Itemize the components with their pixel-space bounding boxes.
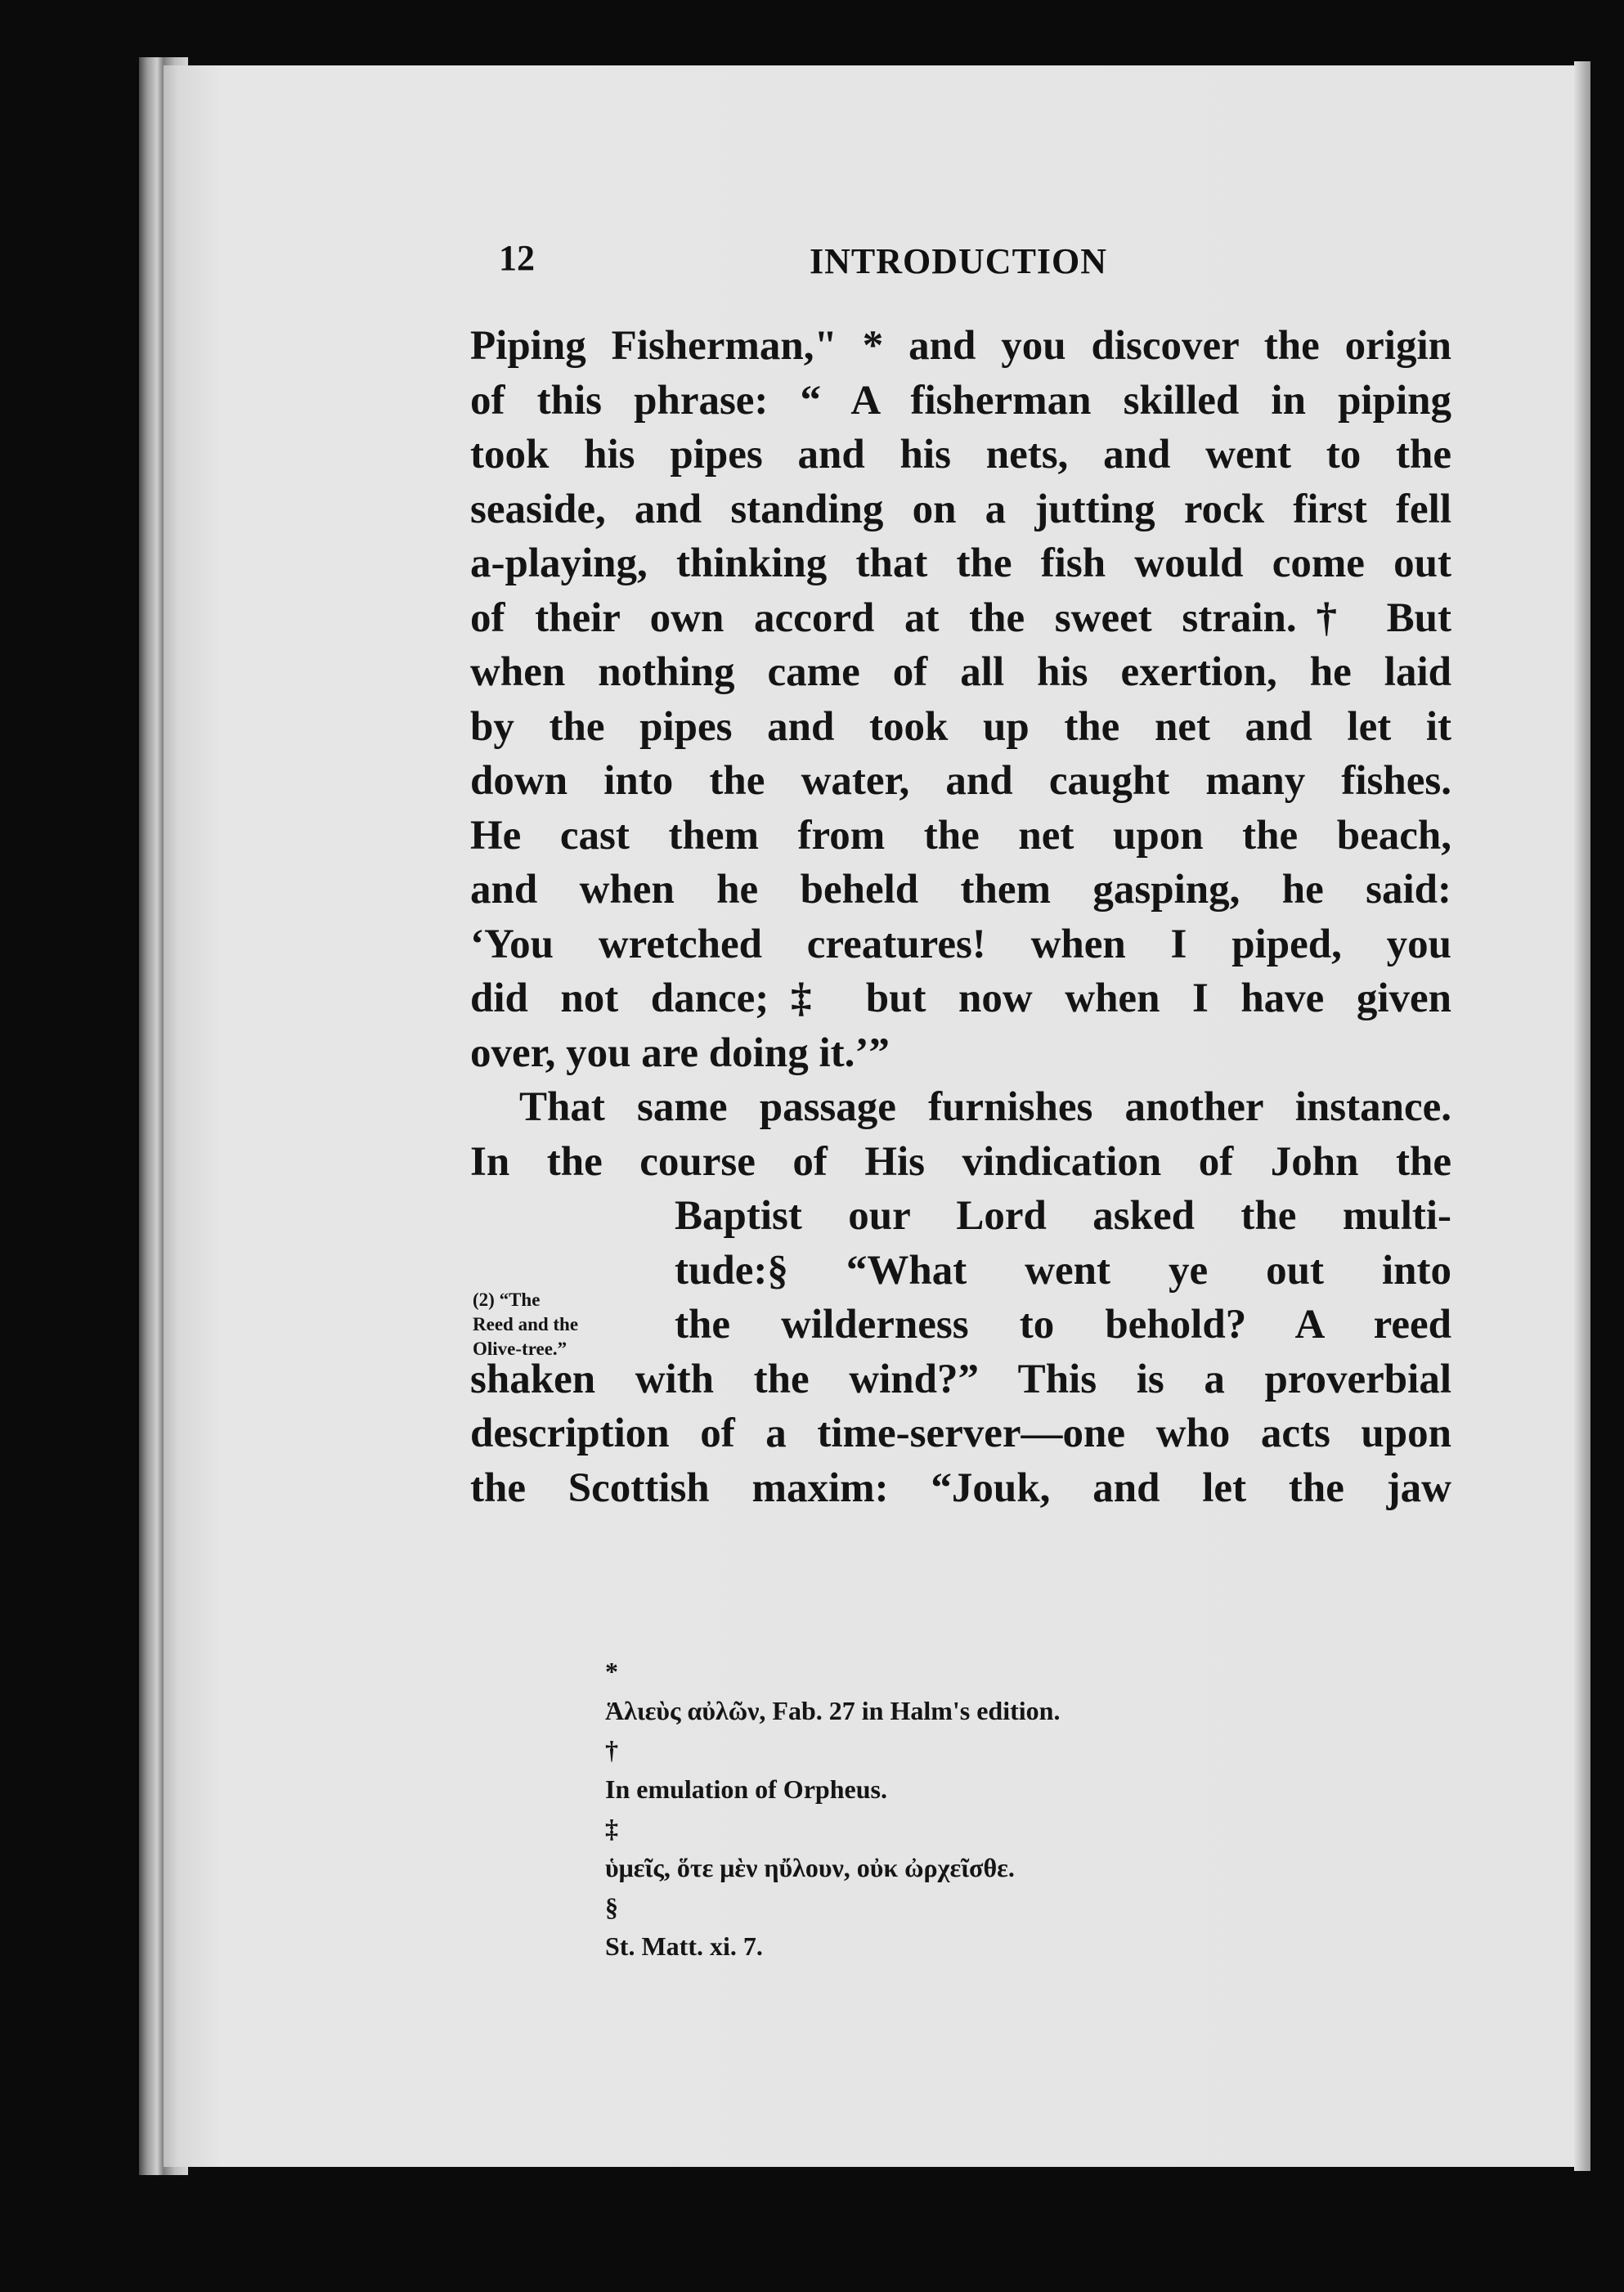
sidenote-line: (2) “The [473, 1290, 541, 1310]
text-line: a-playing, thinking that the fish would come out [470, 540, 1451, 586]
footnote [605, 1730, 1341, 1809]
footnote-text: Ἁλιεὺς αὐλῶν, Fab. 27 in Halm's edition. [605, 1696, 1061, 1725]
sidenote-line: Reed and the [473, 1314, 579, 1334]
page-right-edge [1574, 61, 1590, 2171]
text-line: the Scottish maxim: “Jouk, and let the jaw [470, 1464, 1451, 1511]
text-line: of this phrase: “ A fisherman skilled in piping [470, 377, 1451, 424]
text-line: over, you are doing it.’” [470, 1029, 890, 1076]
footnote-text: St. Matt. xi. 7. [605, 1931, 763, 1961]
running-head: INTRODUCTION [810, 241, 1108, 281]
text-line: did not dance;‡ but now when I have given [470, 976, 1451, 1021]
text-line: took his pipes and his nets, and went to the [470, 432, 1451, 478]
footnote-mark: † [605, 1735, 618, 1765]
text-line: Piping Fisherman," * and you discover the origin [470, 323, 1451, 369]
footnote-mark: § [605, 1892, 618, 1922]
footnote [605, 1652, 1341, 1730]
text-line: shaken with the wind?” This is a proverbial [470, 1356, 1451, 1402]
sidenote-line: Olive-tree.” [473, 1339, 568, 1359]
text-line: by the pipes and took up the net and let it [470, 703, 1451, 750]
footnote-text: In emulation of Orpheus. [605, 1774, 887, 1804]
text-line: In the course of His vindication of John the [470, 1138, 1451, 1185]
footnote-mark: ‡ [605, 1814, 618, 1843]
text-line: Baptist our Lord asked the multi- [675, 1193, 1451, 1239]
page-header [499, 237, 1472, 286]
text-line: description of a time-server—one who acts upon [470, 1411, 1451, 1456]
footnote-text: ὑμεῖς, ὅτε μὲν ηὔλουν, οὐκ ὠρχεῖσθε. [605, 1853, 1015, 1882]
text-line: the wilderness to behold? A reed [675, 1302, 1451, 1348]
footnote [605, 1809, 1341, 1887]
text-line: seaside, and standing on a jutting rock first fell [470, 486, 1451, 532]
text-line: He cast them from the net upon the beach, [470, 812, 1451, 859]
footnote-mark: * [605, 1657, 618, 1686]
text-line: down into the water, and caught many fishes. [470, 758, 1451, 804]
paragraph-first-line: That same passage furnishes another instance. [519, 1084, 1451, 1130]
footnotes [605, 1652, 1341, 1966]
page-number: 12 [499, 238, 535, 278]
text-line: and when he beheld them gasping, he said: [470, 867, 1451, 913]
text-line: tude:§ “What went ye out into [675, 1247, 1451, 1294]
margin-sidenote [473, 1288, 653, 1361]
text-line: of their own accord at the sweet strain.† But [470, 594, 1451, 641]
text-line: when nothing came of all his exertion, he laid [470, 649, 1451, 695]
text-line: ‘You wretched creatures! when I piped, you [470, 921, 1451, 967]
footnote [605, 1887, 1341, 1966]
